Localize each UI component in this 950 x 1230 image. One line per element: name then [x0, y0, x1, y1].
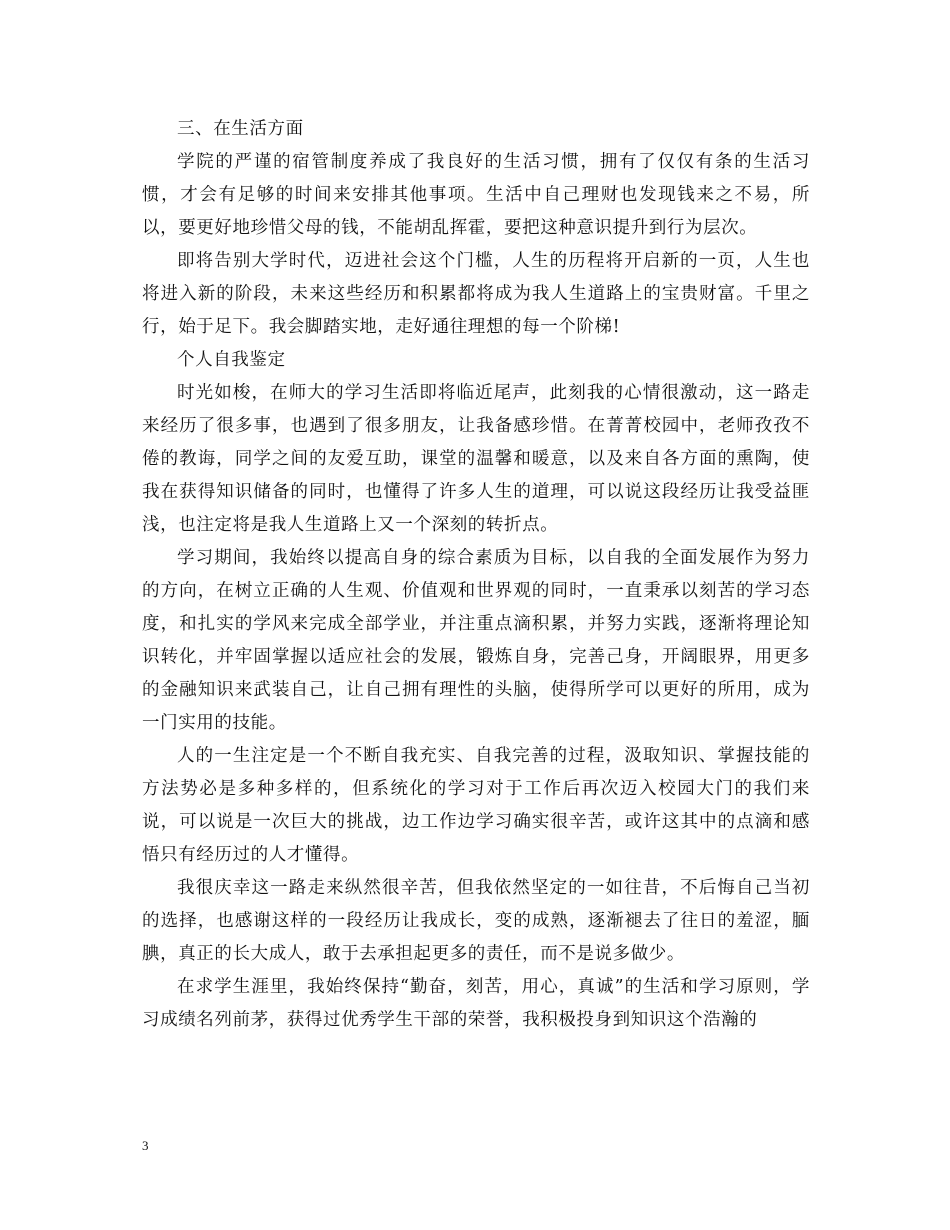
paragraph: 学院的严谨的宿管制度养成了我良好的生活习惯，拥有了仅仅有条的生活习惯，才会有足够的时间来安排其他事项。生活中自己理财也发现钱来之不易，所以，要更好地珍惜父母的钱，不能胡乱挥霍，要把这种意识提升到行为层次。: [142, 152, 810, 238]
paragraph: 学习期间，我始终以提高自身的综合素质为目标，以自我的全面发展作为努力的方向，在树立正确的人生观、价值观和世界观的同时，一直秉承以刻苦的学习态度，和扎实的学风来完成全部学业，并注重点滴积累，并努力实践，逐渐将理论知识转化，并牢固掌握以适应社会的发展，锻炼自身，完善己身，开阔眼界，用更多的金融知识来武装自己，让自己拥有理性的头脑，使得所学可以更好的所用，成为一门实用的技能。: [142, 548, 810, 733]
document-body: [142, 113, 810, 1037]
paragraph: 时光如梭，在师大的学习生活即将临近尾声，此刻我的心情很激动，这一路走来经历了很多事，也遇到了很多朋友，让我备感珍惜。在菁菁校园中，老师孜孜不倦的教诲，同学之间的友爱互助，课堂的温馨和暖意，以及来自各方面的熏陶，使我在获得知识储备的同时，也懂得了许多人生的道理，可以说这段经历让我受益匪浅，也注定将是我人生道路上又一个深刻的转折点。: [142, 383, 810, 535]
paragraph: 我很庆幸这一路走来纵然很辛苦，但我依然坚定的一如往昔，不后悔自己当初的选择，也感谢这样的一段经历让我成长，变的成熟，逐渐褪去了往日的羞涩，腼腆，真正的长大成人，敢于去承担起更多的责任，而不是说多做少。: [142, 878, 810, 964]
paragraph: 人的一生注定是一个不断自我充实、自我完善的过程，汲取知识、掌握技能的方法势必是多种多样的，但系统化的学习对于工作后再次迈入校园大门的我们来说，可以说是一次巨大的挑战，边工作边学习确实很辛苦，或许这其中的点滴和感悟只有经历过的人才懂得。: [142, 746, 810, 865]
section-heading-life: 三、在生活方面: [177, 119, 304, 139]
section-heading-self-evaluation: 个人自我鉴定: [177, 350, 286, 370]
paragraph: 在求学生涯里，我始终保持“勤奋，刻苦，用心，真诚”的生活和学习原则，学习成绩名列前茅，获得过优秀学生干部的荣誉，我积极投身到知识这个浩瀚的: [142, 977, 810, 1030]
paragraph: 即将告别大学时代，迈进社会这个门槛，人生的历程将开启新的一页，人生也将进入新的阶段，未来这些经历和积累都将成为我人生道路上的宝贵财富。千里之行，始于足下。我会脚踏实地，走好通往理想的每一个阶梯!: [142, 251, 810, 337]
page-number: 3: [142, 1138, 149, 1153]
